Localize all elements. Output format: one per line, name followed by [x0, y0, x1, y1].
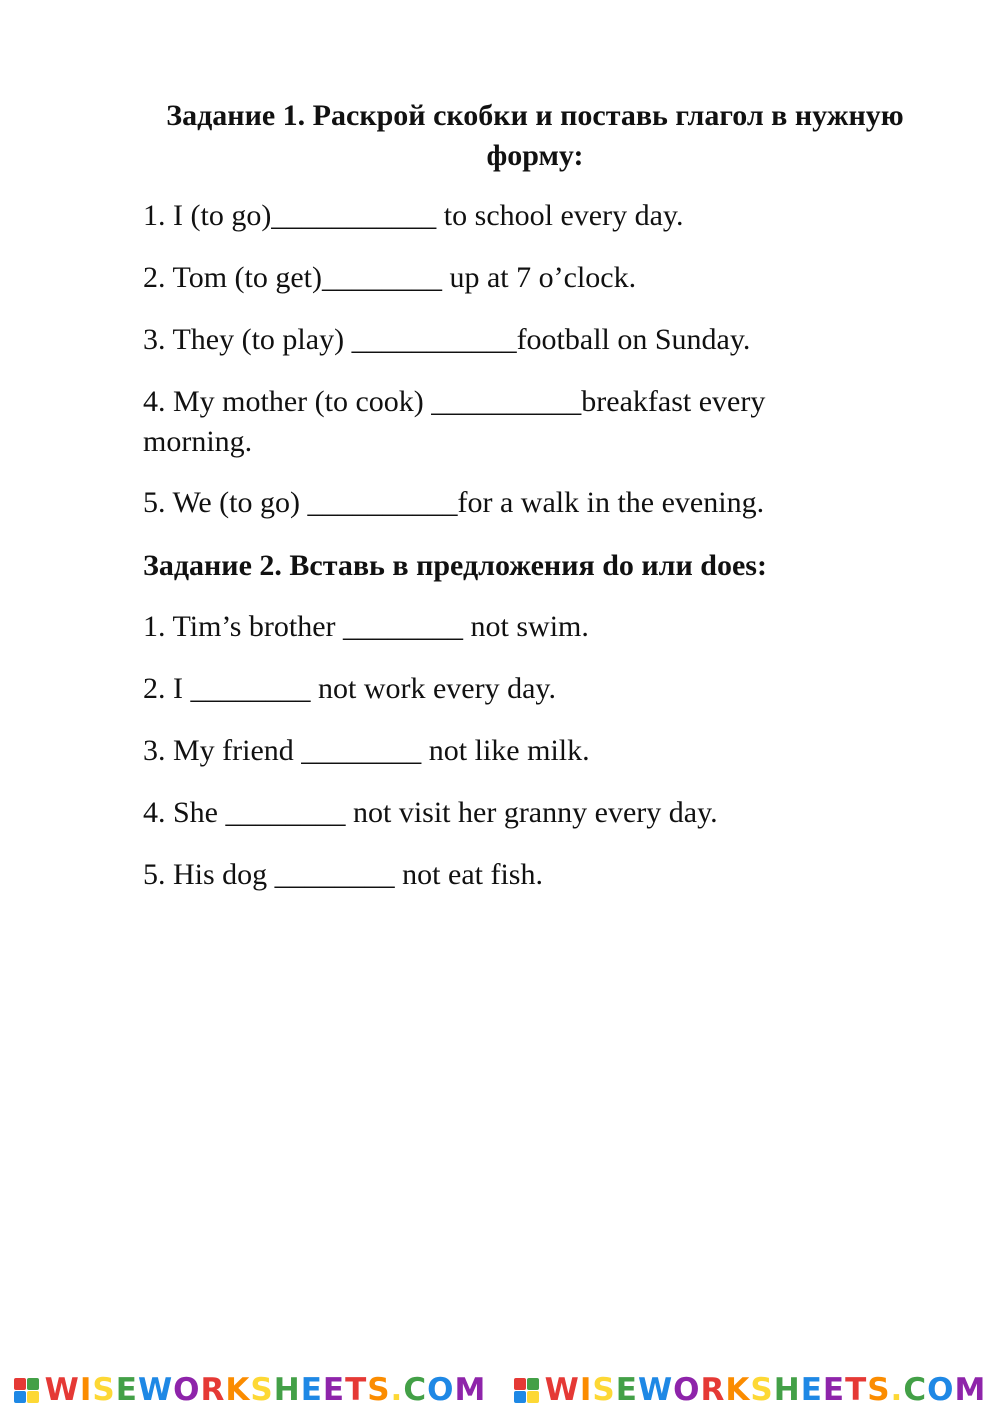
watermark-footer	[0, 1367, 1000, 1413]
watermark-text: WISEWORKSHEETS.COM	[44, 1372, 487, 1408]
watermark-logo-icon	[14, 1378, 39, 1403]
task-1-item-5: 5. We (to go) __________for a walk in the evening.	[143, 486, 765, 519]
watermark-unit-2	[514, 1372, 987, 1408]
task-2-title: Задание 2. Вставь в предложения do или does:	[143, 549, 767, 582]
task-1-title: Задание 1. Раскрой скобки и поставь глагол в нужную форму:	[166, 99, 904, 172]
task-2-item-3: 3. My friend ________ not like milk.	[143, 734, 590, 767]
watermark-unit-1	[14, 1372, 487, 1408]
task-1-item-3: 3. They (to play) ___________football on Sunday.	[143, 323, 751, 356]
task-2-item-5: 5. His dog ________ not eat fish.	[143, 858, 543, 891]
task-2-item-2: 2. I ________ not work every day.	[143, 672, 556, 705]
watermark-text: WISEWORKSHEETS.COM	[544, 1372, 987, 1408]
task-1-item-1: 1. I (to go)___________ to school every day.	[143, 199, 684, 232]
watermark-logo-icon	[514, 1378, 539, 1403]
task-2-item-4: 4. She ________ not visit her granny every day.	[143, 796, 718, 829]
task-1-item-2: 2. Tom (to get)________ up at 7 o’clock.	[143, 261, 637, 294]
task-2-item-1: 1. Tim’s brother ________ not swim.	[143, 610, 589, 643]
task-1-item-4: 4. My mother (to cook) __________breakfast every morning.	[143, 385, 773, 458]
